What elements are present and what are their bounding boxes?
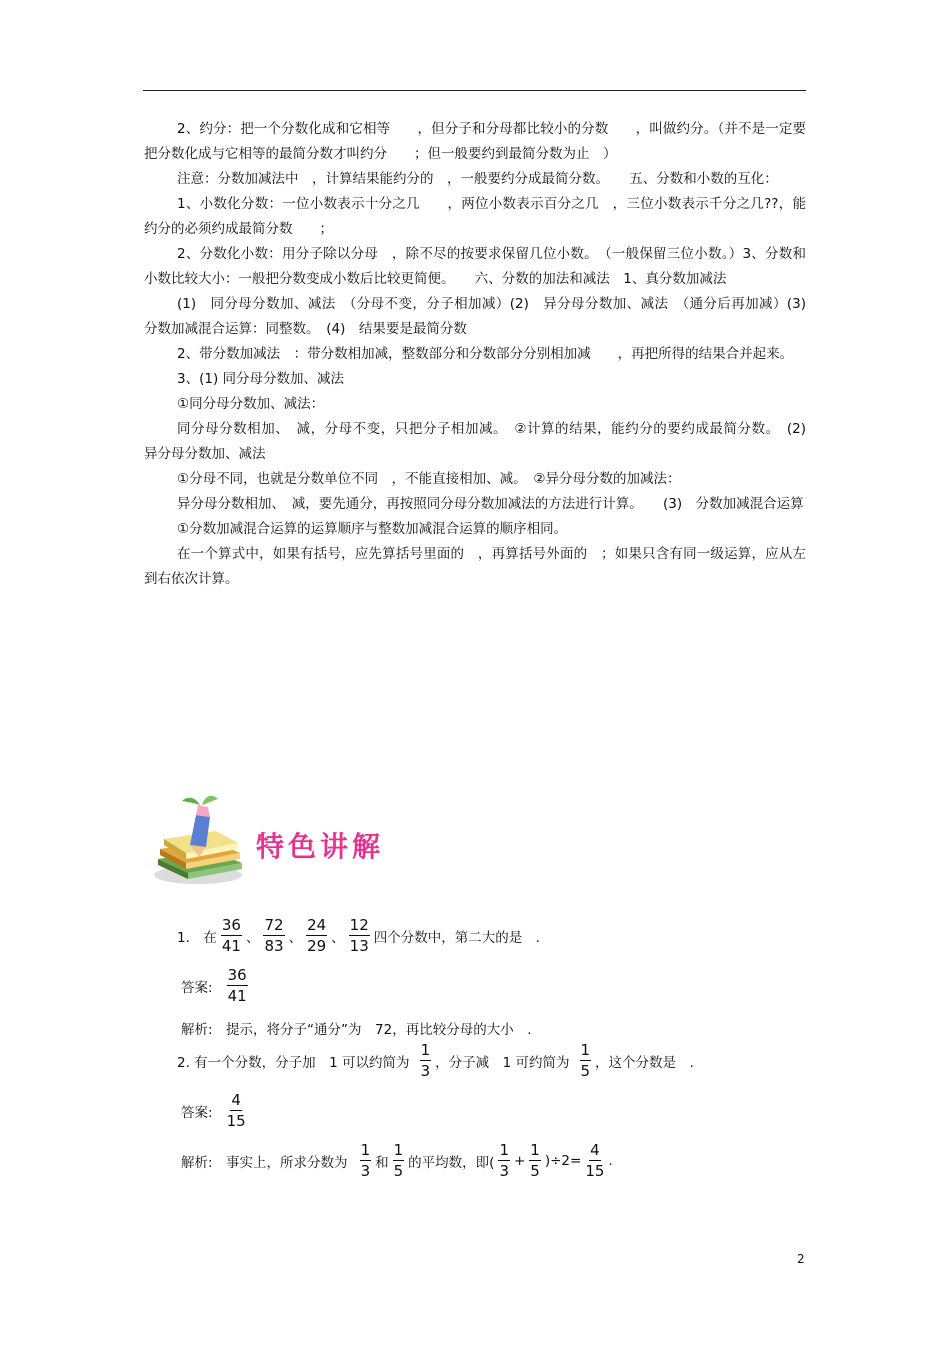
- denominator: 83: [264, 937, 284, 955]
- fraction: [529, 1143, 541, 1179]
- analysis-text: 和: [375, 1155, 389, 1171]
- numerator: 36: [221, 916, 241, 934]
- numerator: 1: [499, 1141, 509, 1159]
- denominator: 29: [307, 937, 327, 955]
- answer-1: [181, 968, 252, 1004]
- analysis-text: 解析: 事实上，所求分数为: [181, 1155, 348, 1171]
- paragraph: ①分母不同，也就是分数单位不同 ，不能直接相加、减。 ②异分母分数的加减法：: [177, 471, 681, 487]
- denominator: 5: [393, 1162, 404, 1180]
- fraction: [263, 918, 284, 954]
- separator: 、: [245, 930, 260, 946]
- plus-sign: +: [513, 1153, 526, 1169]
- numerator: 1: [420, 1041, 431, 1059]
- denominator: 15: [226, 1112, 246, 1130]
- analysis-text: )÷2=: [544, 1153, 582, 1169]
- denominator: 3: [420, 1062, 431, 1080]
- fraction: [420, 1043, 432, 1079]
- numerator: 36: [227, 966, 247, 984]
- separator: 、: [331, 930, 345, 946]
- denominator: 3: [360, 1162, 371, 1180]
- question-2: [177, 1043, 694, 1079]
- paragraph: ①分数加减混合运算的运算顺序与整数加减混合运算的顺序相同。: [177, 521, 568, 537]
- paragraph: ①同分母分数加、减法：: [177, 396, 325, 412]
- denominator: 13: [349, 937, 369, 955]
- fraction: [306, 918, 327, 954]
- paragraph: 异分母分数相加、 减，要先通分，再按照同分母分数加减法的方法进行计算。 (3) 分数加减混合运算: [177, 496, 804, 512]
- numerator: 4: [231, 1091, 241, 1109]
- denominator: 5: [580, 1062, 591, 1080]
- fraction: [498, 1143, 510, 1179]
- analysis-text: 的平均数，即(: [408, 1155, 495, 1171]
- question-text: ，这个分数是 .: [595, 1055, 694, 1071]
- denominator: 41: [227, 987, 247, 1005]
- fraction: [580, 1043, 592, 1079]
- paragraph: 同分母分数相加、 减，分母不变，只把分子相加减。 ②计算的结果，能约分的要约成最简分数。 (2) 异分母分数加、减法: [144, 421, 820, 462]
- fraction: [585, 1143, 604, 1179]
- page-number: 2: [797, 1252, 805, 1266]
- fraction: [393, 1143, 405, 1179]
- denominator: 5: [530, 1162, 540, 1180]
- analysis-text: .: [608, 1153, 613, 1169]
- answer-label: 答案:: [181, 1105, 213, 1121]
- numerator: 12: [349, 916, 369, 934]
- question-1: [177, 918, 540, 954]
- numerator: 4: [590, 1141, 600, 1159]
- paragraph: 3、(1) 同分母分数加、减法: [177, 371, 345, 387]
- numerator: 1: [580, 1041, 591, 1059]
- numerator: 1: [393, 1141, 404, 1159]
- paragraph: 2、带分数加减法 ：带分数相加减，整数部分和分数部分分别相加减 ，再把所得的结果合并起来。: [177, 346, 794, 362]
- analysis-text: 解析: 提示，将分子“通分”为 72，再比较分母的大小 .: [181, 1022, 532, 1038]
- question-text: 四个分数中，第二大的是 .: [373, 930, 541, 946]
- answer-fraction: [227, 968, 248, 1004]
- section-title: 特色讲解: [256, 830, 385, 863]
- fraction: [360, 1143, 372, 1179]
- fraction: [349, 918, 370, 954]
- separator: 、: [288, 930, 303, 946]
- paragraph: 1、小数化分数：一位小数表示十分之几 ，两位小数表示百分之几 ，三位小数表示千分之几??，能约分的必须约成最简分数 ；: [144, 196, 806, 237]
- question-text: 2. 有一个分数，分子加 1 可以约简为: [177, 1055, 410, 1071]
- answer-fraction: [227, 1093, 246, 1129]
- question-text: 1. 在: [177, 930, 217, 946]
- question-text: ，分子减 1 可约简为: [435, 1055, 570, 1071]
- denominator: 15: [585, 1162, 605, 1180]
- answer-2: [181, 1093, 250, 1129]
- paragraph: 注意：分数加减法中 ，计算结果能约分的 ，一般要约分成最简分数。 五、分数和小数的互化：: [177, 171, 778, 187]
- paragraph: 2、约分：把一个分数化成和它相等 ，但分子和分母都比较小的分数 ，叫做约分。（并不是一定要把分数化成与它相等的最简分数才叫约分 ；但一般要约到最简分数为止 ）: [144, 121, 806, 162]
- denominator: 41: [221, 937, 241, 955]
- analysis-2: [181, 1143, 613, 1179]
- fraction: [221, 918, 242, 954]
- answer-label: 答案:: [181, 980, 213, 996]
- paragraph: (1) 同分母分数加、减法 （分母不变，分子相加减）(2) 异分母分数加、减法 （通分后再加减）(3) 分数加减混合运算：同整数。 (4) 结果要是最简分数: [144, 296, 820, 337]
- numerator: 24: [307, 916, 327, 934]
- denominator: 3: [499, 1162, 509, 1180]
- analysis-1: [181, 1018, 532, 1038]
- paragraph: 2、分数化小数：用分子除以分母 ，除不尽的按要求保留几位小数。 （一般保留三位小数。）3、分数和小数比较大小：一般把分数变成小数后比较更简便。 六、分数的加法和减法 1、真分数加减法: [144, 246, 806, 287]
- paragraph: 在一个算式中，如果有括号，应先算括号里面的 ，再算括号外面的 ；如果只含有同一级运算，应从左到右依次计算。: [144, 546, 806, 587]
- numerator: 72: [264, 916, 284, 934]
- numerator: 1: [530, 1141, 540, 1159]
- numerator: 1: [360, 1141, 371, 1159]
